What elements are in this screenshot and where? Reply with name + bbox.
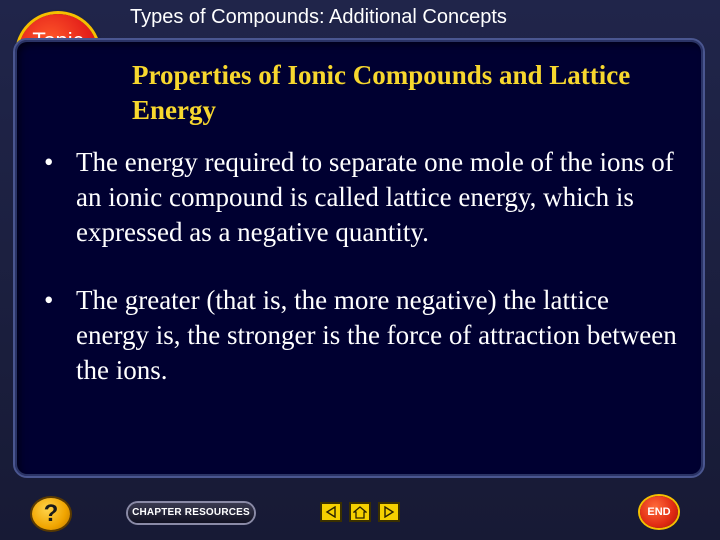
bullet-marker: •: [44, 147, 54, 177]
help-button[interactable]: [32, 498, 70, 530]
bullet-text: The energy required to separate one mole of the ions of an ionic compound is called lattice energy, which is expressed as a negative quantity.: [76, 147, 674, 247]
slide-title: Properties of Ionic Compounds and Lattice Energy: [132, 60, 631, 125]
bullet-marker: •: [44, 285, 54, 315]
bullet-item: [44, 145, 684, 250]
next-button[interactable]: [378, 502, 400, 522]
previous-button[interactable]: [320, 502, 342, 522]
bullet-item: [44, 283, 684, 388]
arrow-left-icon: [325, 506, 337, 518]
home-button[interactable]: [349, 502, 371, 522]
bullet-text: The greater (that is, the more negative) the lattice energy is, the stronger is the force of attraction between the ions.: [76, 285, 677, 385]
bullet-list: [44, 145, 684, 421]
end-button[interactable]: END: [640, 496, 678, 528]
chapter-resources-button[interactable]: CHAPTER RESOURCES: [128, 503, 254, 523]
home-icon: [353, 506, 367, 519]
section-title: Types of Compounds: Additional Concepts: [130, 6, 507, 28]
help-icon: ?: [43, 500, 59, 527]
arrow-right-icon: [383, 506, 395, 518]
